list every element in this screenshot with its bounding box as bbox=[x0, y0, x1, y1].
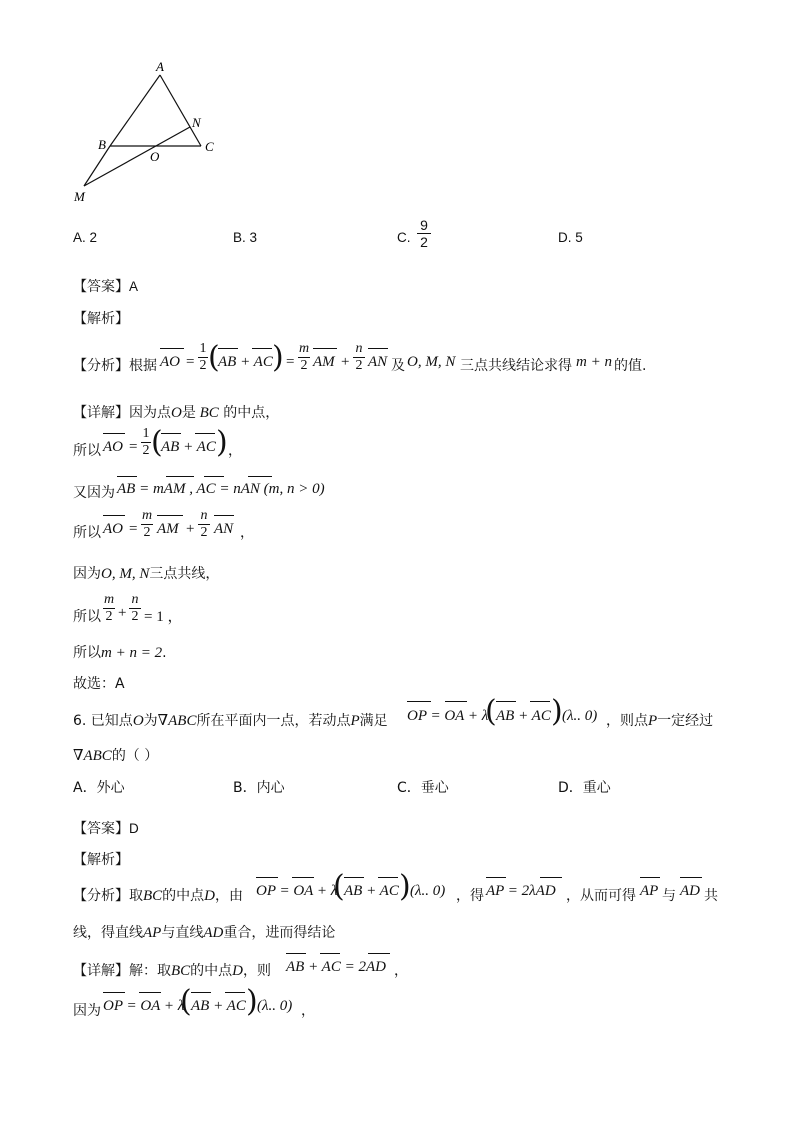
q6-option-b: B．内心 bbox=[233, 780, 285, 796]
q6-fenxi-h: 共 bbox=[704, 888, 718, 904]
answer-value: A bbox=[129, 279, 139, 294]
q6-because-expr: OP = OA + λ bbox=[103, 998, 185, 1014]
q5-answer-line bbox=[73, 276, 138, 296]
q5-so1-ao: AO bbox=[103, 439, 123, 455]
label-C: C bbox=[205, 139, 214, 154]
q5-so2-eq: = bbox=[129, 521, 138, 537]
q6-stem-expr-sum: AB + AC bbox=[496, 708, 551, 724]
q5-so2: 所以 bbox=[73, 525, 101, 541]
q5-detail-line1: 【详解】因为点O是 BC 的中点， bbox=[73, 405, 280, 421]
q5-so2-ao: AO bbox=[103, 521, 123, 537]
q6-option-c: C．垂心 bbox=[397, 780, 449, 796]
q5-again: 又因为 bbox=[73, 485, 115, 501]
q6-fenxi-line2: 线，得直线AP与直线AD重合，进而得结论 bbox=[73, 925, 336, 941]
q6-because-sum: AB + AC bbox=[191, 998, 246, 1014]
label-B: B bbox=[98, 137, 106, 152]
q6-fenxi-ap: AP = 2λAD bbox=[486, 883, 556, 899]
segment-MN bbox=[84, 127, 190, 186]
q5-so3-eq: = 1 ， bbox=[144, 609, 183, 625]
option-b: B. 3 bbox=[233, 230, 258, 245]
q5-fenxi-n-half: n 2 bbox=[353, 342, 365, 373]
q5-fenxi-post: 三点共线结论求得 bbox=[460, 358, 572, 374]
q6-fenxi-e: ，得 bbox=[456, 888, 484, 904]
q6-because: 因为 bbox=[73, 1003, 101, 1019]
q5-again-expr: AB = mAM , AC = nAN (m, n > 0) bbox=[117, 481, 325, 497]
q5-fenxi-half: 1 2 bbox=[199, 341, 207, 373]
q6-because-cond: (λ.. 0) bbox=[257, 998, 293, 1014]
q5-fenxi-end: 的值. bbox=[614, 358, 647, 374]
q5-so3-plus: + bbox=[118, 605, 127, 621]
q6-fenxi-expr: OP = OA + λ bbox=[256, 883, 338, 899]
option-c-fraction: 9 2 bbox=[417, 218, 431, 249]
q6-detail-line1: 【详解】解：取BC的中点D，则 bbox=[73, 963, 272, 979]
q5-so1: 所以 bbox=[73, 443, 101, 459]
q6-answer-line: 【答案】D bbox=[73, 821, 139, 837]
q5-fenxi-m-half: m 2 bbox=[298, 341, 310, 373]
q5-so3-m-half: m 2 bbox=[103, 592, 115, 624]
q5-fenxi-eq1: = bbox=[186, 354, 195, 370]
q5-fenxi-am: AM bbox=[313, 354, 335, 370]
q5-fenxi-ao: AO bbox=[160, 354, 180, 370]
q6-fenxi-f: ，从而可得 bbox=[566, 888, 636, 904]
q6-fenxi-ap2: AP bbox=[640, 883, 659, 899]
q6-option-d: D．重心 bbox=[558, 780, 611, 796]
q6-fenxi-ad: AD bbox=[680, 883, 700, 899]
q6-stem-line2: ∇ABC的（ ） bbox=[73, 748, 159, 764]
q6-because-end: ， bbox=[301, 1003, 315, 1019]
option-d: D. 5 bbox=[558, 230, 583, 245]
q6-fenxi-g: 与 bbox=[662, 888, 676, 904]
q6-detail-expr: AB + AC = 2AD bbox=[286, 959, 386, 975]
q5-so1-end: ， bbox=[228, 443, 242, 459]
q5-choose: 故选：A bbox=[73, 676, 125, 692]
q5-so2-an: AN bbox=[214, 521, 234, 537]
q5-fenxi-mn: m + n bbox=[576, 354, 612, 370]
q5-so2-m-half: m 2 bbox=[141, 508, 153, 540]
label-O: O bbox=[150, 149, 160, 164]
q5-so1-half: 1 2 bbox=[142, 426, 150, 458]
segment-AC bbox=[160, 75, 201, 146]
label-M: M bbox=[74, 189, 85, 204]
q5-so4: 所以m + n = 2. bbox=[73, 645, 167, 661]
q6-stem-line1-end: ，则点P一定经过 bbox=[606, 713, 714, 729]
q5-fenxi-plus: + bbox=[341, 354, 350, 370]
triangle-figure bbox=[60, 55, 230, 215]
q5-fenxi-an: AN bbox=[368, 354, 388, 370]
q5-so2-am: AM bbox=[157, 521, 179, 537]
segment-BM bbox=[84, 146, 110, 186]
q5-so2-n-half: n 2 bbox=[198, 509, 210, 540]
answer-tag: 【答案】 bbox=[73, 279, 129, 295]
label-A: A bbox=[156, 59, 164, 74]
q6-stem-expr-cond: (λ.. 0) bbox=[562, 708, 598, 724]
q5-so2-plus: + bbox=[186, 521, 195, 537]
q5-analysis-tag: 【解析】 bbox=[73, 311, 129, 327]
q5-so3-n-half: n 2 bbox=[129, 593, 141, 624]
q5-fenxi-eq2: = bbox=[286, 354, 295, 370]
q6-fenxi-cond: (λ.. 0) bbox=[410, 883, 446, 899]
q5-so1-sum: AB + AC bbox=[161, 439, 216, 455]
q5-so1-eq: = bbox=[129, 439, 138, 455]
option-a: A. 2 bbox=[73, 230, 98, 245]
q5-so2-end: ， bbox=[240, 525, 254, 541]
q5-fenxi-tag: 【分析】根据 bbox=[73, 358, 157, 374]
label-N: N bbox=[192, 115, 201, 130]
q6-fenxi-sum: AB + AC bbox=[344, 883, 399, 899]
q6-fenxi-line1: 【分析】取BC的中点D，由 bbox=[73, 888, 244, 904]
q6-stem-expr-left: OP = OA + λ bbox=[407, 708, 489, 724]
q5-fenxi-mid: 及 bbox=[391, 358, 405, 374]
option-c-prefix: C. bbox=[397, 230, 411, 245]
q5-so3: 所以 bbox=[73, 609, 101, 625]
q6-detail-end: ， bbox=[394, 963, 408, 979]
q5-fenxi-sum: AB + AC bbox=[218, 354, 273, 370]
q6-stem-line1: 6. 已知点O为∇ABC所在平面内一点，若动点P满足 bbox=[73, 713, 388, 729]
q5-fenxi-omn: O, M, N bbox=[407, 354, 456, 370]
q6-analysis-tag: 【解析】 bbox=[73, 852, 129, 868]
q6-option-a: A．外心 bbox=[73, 780, 125, 796]
segment-AB bbox=[110, 75, 160, 146]
q5-because: 因为O, M, N三点共线， bbox=[73, 566, 220, 582]
